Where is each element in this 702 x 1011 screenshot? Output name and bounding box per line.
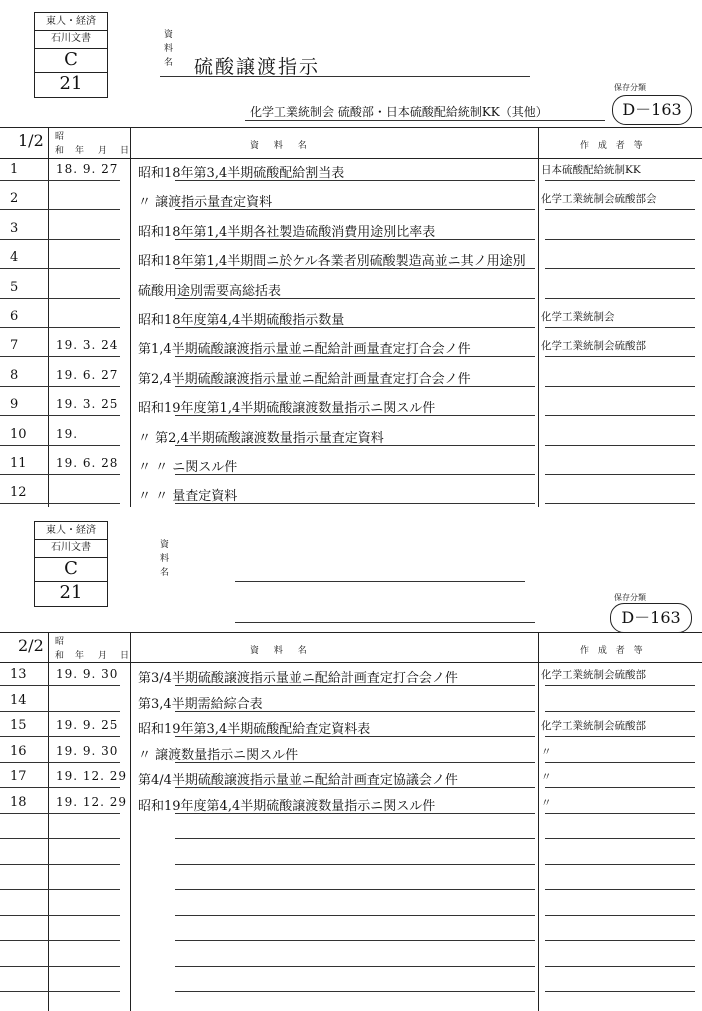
row-number: 16 xyxy=(10,743,27,759)
archive-stamp-2: 東人・経済 石川文書 C 21 xyxy=(34,521,108,607)
row-date: 19. 6. 27 xyxy=(56,367,119,382)
row-number: 18 xyxy=(10,794,27,810)
page-indicator: 1/2 xyxy=(18,131,44,150)
row-author: 〃 xyxy=(541,771,552,783)
row-author: 〃 xyxy=(541,796,552,809)
material-label: 資 料 名 xyxy=(164,30,174,68)
row-material-name: 第2,4半期硫酸譲渡指示量並ニ配給計画量査定打合会ノ件 xyxy=(138,371,471,387)
class-code-2: D－163 xyxy=(610,603,692,633)
row-number: 17 xyxy=(10,769,27,784)
row-number: 12 xyxy=(10,485,27,501)
class-label: 保存分類 xyxy=(614,83,646,92)
row-material-name: 昭和18年第1,4半期間ニ於ケル各業者別硫酸製造高並ニ其ノ用途別 xyxy=(138,254,526,270)
org-line: 化学工業統制会 硫酸部・日本硫酸配給統制KK（其他） xyxy=(250,105,548,119)
col-material-header: 資 料 名 xyxy=(250,141,313,151)
stamp-header: 東人・経済 xyxy=(35,13,107,31)
row-number: 9 xyxy=(10,397,19,413)
stamp-letter: C xyxy=(35,48,107,73)
row-author: 〃 xyxy=(541,745,552,758)
row-material-name: 第3,4半期需給綜合表 xyxy=(138,696,263,712)
row-number: 15 xyxy=(10,718,27,733)
document-title: 硫酸譲渡指示 xyxy=(194,56,321,78)
row-number: 11 xyxy=(10,456,27,471)
row-material-name: 昭和19年度第4,4半期硫酸譲渡数量指示ニ関スル件 xyxy=(138,798,436,814)
stamp-sub: 石川文書 xyxy=(35,30,107,49)
row-number: 13 xyxy=(10,667,27,682)
row-material-name: 〃 〃 ニ関スル件 xyxy=(138,460,238,475)
page-indicator-2: 2/2 xyxy=(18,636,44,655)
row-number: 8 xyxy=(10,367,19,383)
row-material-name: 〃 譲渡数量指示ニ関スル件 xyxy=(138,747,299,763)
row-number: 3 xyxy=(10,220,19,236)
row-material-name: 硫酸用途別需要高総括表 xyxy=(138,283,282,299)
col-material-header-2: 資 料 名 xyxy=(250,646,313,656)
row-material-name: 第3/4半期硫酸譲渡指示量並ニ配給計画査定打合会ノ件 xyxy=(138,671,458,686)
row-date: 19. 6. 28 xyxy=(56,456,119,470)
row-date: 19. xyxy=(56,426,79,441)
row-number: 5 xyxy=(10,279,19,295)
row-material-name: 昭和18年第3,4半期硫酸配給割当表 xyxy=(138,166,345,181)
row-date: 18. 9. 27 xyxy=(56,162,119,176)
row-number: 14 xyxy=(10,692,27,708)
row-number: 6 xyxy=(10,309,19,324)
row-material-name: 第1,4半期硫酸譲渡指示量並ニ配給計画量査定打合会ノ件 xyxy=(138,342,471,358)
row-number: 4 xyxy=(10,250,19,266)
row-author: 化学工業統制会硫酸部会 xyxy=(541,193,657,206)
row-material-name: 第4/4半期硫酸譲渡指示量並ニ配給計画査定協議会ノ件 xyxy=(138,773,458,788)
row-number: 1 xyxy=(10,162,19,177)
row-date: 19. 9. 25 xyxy=(56,718,119,732)
row-date: 19. 3. 24 xyxy=(56,338,119,353)
row-date: 19. 12. 29 xyxy=(56,769,128,783)
class-code: D－163 xyxy=(612,95,692,125)
material-label-2: 資 料 名 xyxy=(160,540,170,578)
stamp-number: 21 xyxy=(59,73,83,94)
row-author: 化学工業統制会硫酸部 xyxy=(541,340,646,353)
archive-stamp xyxy=(34,12,108,98)
row-material-name: 昭和19年度第1,4半期硫酸譲渡数量指示ニ関スル件 xyxy=(138,401,436,417)
row-material-name: 〃 〃 量査定資料 xyxy=(138,489,238,505)
row-author: 化学工業統制会 xyxy=(541,311,615,323)
row-author: 化学工業統制会硫酸部 xyxy=(541,720,646,732)
row-number: 10 xyxy=(10,426,27,442)
row-date: 19. 9. 30 xyxy=(56,667,119,681)
row-material-name: 昭和18年第1,4半期各社製造硫酸消費用途別比率表 xyxy=(138,224,436,240)
row-number: 2 xyxy=(10,191,19,207)
row-material-name: 昭和19年第3,4半期硫酸配給査定資料表 xyxy=(138,722,371,737)
row-material-name: 昭和18年度第4,4半期硫酸指示数量 xyxy=(138,313,345,328)
row-material-name: 〃 第2,4半期硫酸譲渡数量指示量査定資料 xyxy=(138,430,384,446)
row-date: 19. 12. 29 xyxy=(56,794,128,809)
row-author: 日本硫酸配給統制KK xyxy=(541,164,641,176)
row-date: 19. 9. 30 xyxy=(56,743,119,758)
row-material-name: 〃 譲渡指示量査定資料 xyxy=(138,195,273,211)
col-author-header-2: 作 成 者 等 xyxy=(580,646,646,656)
col-author-header: 作 成 者 等 xyxy=(580,141,646,151)
document-sheet: 東人・経済 石川文書 C 21 資 料 名 硫酸譲渡指示 保存分類 D－163 化学工業統制会 硫酸部・日本硫酸配給統制KK（其他） 1/2 昭 和 年 月 日 資 料 名 作 成 者 等 1 18. 9. 27 昭和18年第3,4半期硫酸配給割当表 日本硫酸配給統制KK 2 〃 譲渡指示量査定資料 化学工業統制会硫酸部会 3 昭和18年第1,4半期各社製造硫酸消費用途別比率表 4 昭和18年第1,4半期間ニ於ケル各業者別硫酸製造高並ニ其ノ用途別 5 硫酸用途別需要高総括表 6 昭和18年度第4,4半期硫酸指示数量 化学工業統制会 7 19. 3. 24 第1,4半期硫酸譲渡指示量並ニ配給計画量査定打合会ノ件 化学工業統制会硫酸部 8 19. 6. 27 第2,4半期硫酸譲渡指示量並ニ配給計画量査定打合会ノ件 9 19. 3. 25 昭和19年度第1,4半期硫酸譲渡数量指示ニ関スル件 10 19. 〃 第2,4半期硫酸譲渡数量指示量査定資料 11 19. 6. 28 〃 〃 ニ関スル件 12 〃 〃 量査定資料 東人・経済 石川文書 C 21 資 料 名 保存分類 D－163 2/2 昭 和 年 月 日 資 料 名 作 成 者 等 13 19. 9. 30 第3/4半期硫酸譲渡指示量並ニ配給計画査定打合会ノ件 化学工業統制会硫酸部 14 第3,4半期需給綜合表 15 19. 9. 25 昭和19年第3,4半期硫酸配給査定資料表 化学工業統制会硫酸部 16 19. 9. 30 〃 譲渡数量指示ニ関スル件 〃 17 19. 12. 29 第4/4半期硫酸譲渡指示量並ニ配給計画査定協議会ノ件 〃 18 19. 12. 29 昭和19年度第4,4半期硫酸譲渡数量指示ニ関スル件 〃 xyxy=(0,0,702,1011)
row-author: 化学工業統制会硫酸部 xyxy=(541,669,646,681)
row-number: 7 xyxy=(10,338,19,354)
row-date: 19. 3. 25 xyxy=(56,397,119,412)
